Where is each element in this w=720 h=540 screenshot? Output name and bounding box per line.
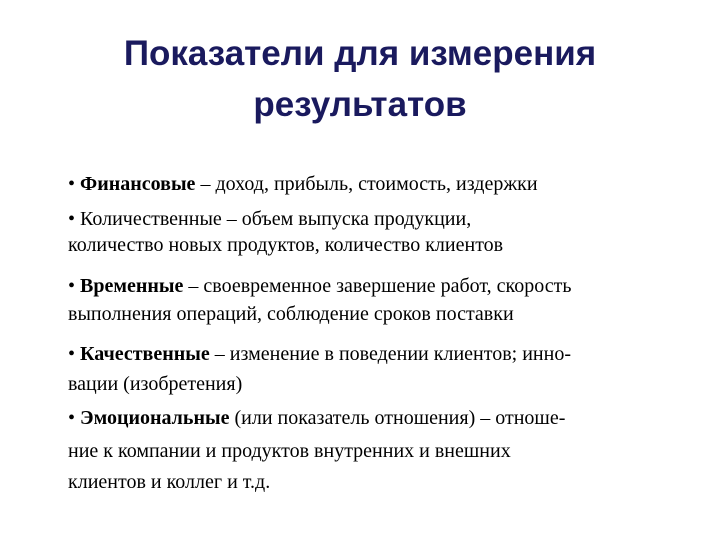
list-item-quantitative — [68, 207, 471, 231]
item-text: вации (изобретения) — [68, 373, 243, 395]
term-emotional: Эмоциональные — [80, 407, 230, 429]
item-text: количество новых продуктов, количество клиентов — [68, 234, 504, 256]
list-item-continuation — [68, 439, 511, 463]
title-line-2: результатов — [253, 85, 467, 124]
item-text: Количественные – объем выпуска продукции, — [80, 208, 472, 230]
bullet-marker: • — [68, 343, 76, 365]
item-text: ние к компании и продуктов внутренних и внешних — [68, 440, 511, 462]
item-text: – доход, прибыль, стоимость, издержки — [195, 173, 538, 195]
term-financial: Финансовые — [80, 173, 196, 195]
term-temporal: Временные — [80, 275, 184, 297]
item-text: – своевременное завершение работ, скорость — [183, 275, 572, 297]
term-qualitative: Качественные — [80, 343, 210, 365]
list-item-emotional — [68, 406, 565, 430]
bullet-marker: • — [68, 208, 76, 230]
list-item-continuation — [68, 233, 503, 257]
list-item-continuation — [68, 470, 270, 494]
bullet-marker: • — [68, 407, 76, 429]
slide-title — [40, 28, 680, 130]
list-item-continuation — [68, 372, 242, 396]
bullet-marker: • — [68, 173, 76, 195]
item-text: клиентов и коллег и т.д. — [68, 471, 271, 493]
item-text: (или показатель отношения) – отноше- — [229, 407, 566, 429]
list-item-qualitative — [68, 342, 571, 366]
title-line-1: Показатели для измерения — [123, 34, 597, 73]
bullet-marker: • — [68, 275, 76, 297]
list-item-temporal — [68, 274, 571, 298]
item-text: – изменение в поведении клиентов; инно- — [209, 343, 571, 365]
item-text: выполнения операций, соблюдение сроков поставки — [68, 303, 514, 325]
list-item-financial — [68, 172, 538, 196]
list-item-continuation — [68, 302, 514, 326]
